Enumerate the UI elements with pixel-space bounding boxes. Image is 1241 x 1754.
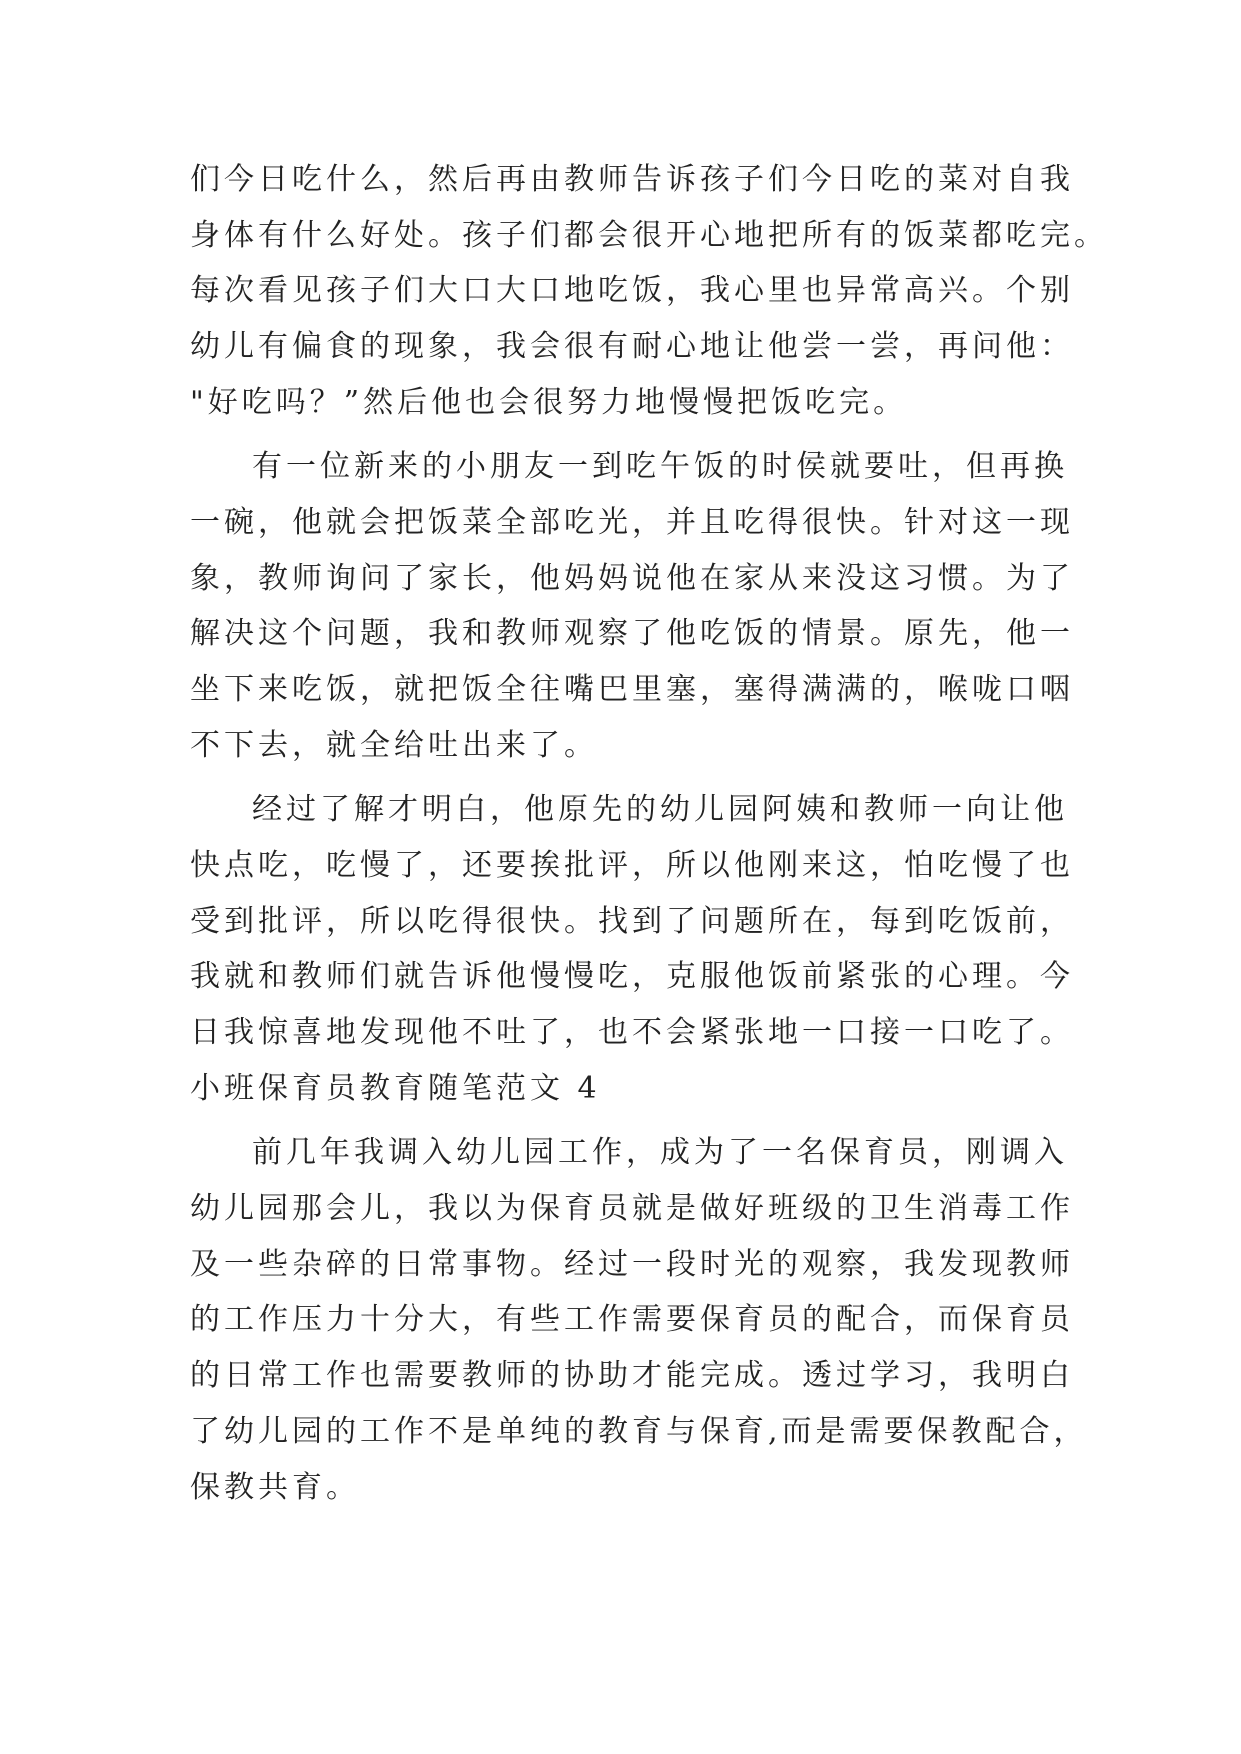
section-heading: 小班保育员教育随笔范文 4 <box>190 1071 601 1106</box>
paragraph-start-line: 经过了解才明白，他原先的幼儿园阿姨和教师一向让他 <box>252 792 1068 827</box>
paragraph-start-line: 前几年我调入幼儿园工作，成为了一名保育员，刚调入 <box>252 1135 1068 1170</box>
text-line: 一碗，他就会把饭菜全部吃光，并且吃得很快。针对这一现 <box>190 505 1074 540</box>
text-line: 我就和教师们就告诉他慢慢吃，克服他饭前紧张的心理。今 <box>190 959 1074 994</box>
text-line: 们今日吃什么，然后再由教师告诉孩子们今日吃的菜对自我 <box>190 162 1074 197</box>
text-line: 幼儿有偏食的现象，我会很有耐心地让他尝一尝，再问他： <box>190 329 1074 364</box>
text-line: 了幼儿园的工作不是单纯的教育与保育,而是需要保教配合， <box>190 1414 1088 1449</box>
text-line: 保教共育。 <box>190 1470 360 1505</box>
text-line: 幼儿园那会儿，我以为保育员就是做好班级的卫生消毒工作 <box>190 1191 1074 1226</box>
text-line: 身体有什么好处。孩子们都会很开心地把所有的饭菜都吃完。 <box>190 218 1108 253</box>
text-line: 的日常工作也需要教师的协助才能完成。透过学习，我明白 <box>190 1358 1074 1393</box>
text-line: 每次看见孩子们大口大口地吃饭，我心里也异常高兴。个别 <box>190 273 1074 308</box>
text-line: 的工作压力十分大，有些工作需要保育员的配合，而保育员 <box>190 1302 1074 1337</box>
text-line: 快点吃，吃慢了，还要挨批评，所以他刚来这，怕吃慢了也 <box>190 848 1074 883</box>
text-line: 不下去，就全给吐出来了。 <box>190 728 598 763</box>
text-line: 象，教师询问了家长，他妈妈说他在家从来没这习惯。为了 <box>190 561 1074 596</box>
text-line: 受到批评，所以吃得很快。找到了问题所在，每到吃饭前， <box>190 904 1074 939</box>
text-line: "好吃吗？”然后他也会很努力地慢慢把饭吃完。 <box>190 385 908 420</box>
text-line: 解决这个问题，我和教师观察了他吃饭的情景。原先，他一 <box>190 616 1074 651</box>
text-line: 及一些杂碎的日常事物。经过一段时光的观察，我发现教师 <box>190 1247 1074 1282</box>
text-line: 日我惊喜地发现他不吐了，也不会紧张地一口接一口吃了。 <box>190 1015 1074 1050</box>
text-line: 坐下来吃饭，就把饭全往嘴巴里塞，塞得满满的，喉咙口咽 <box>190 672 1074 707</box>
paragraph-start-line: 有一位新来的小朋友一到吃午饭的时侯就要吐，但再换 <box>252 449 1068 484</box>
